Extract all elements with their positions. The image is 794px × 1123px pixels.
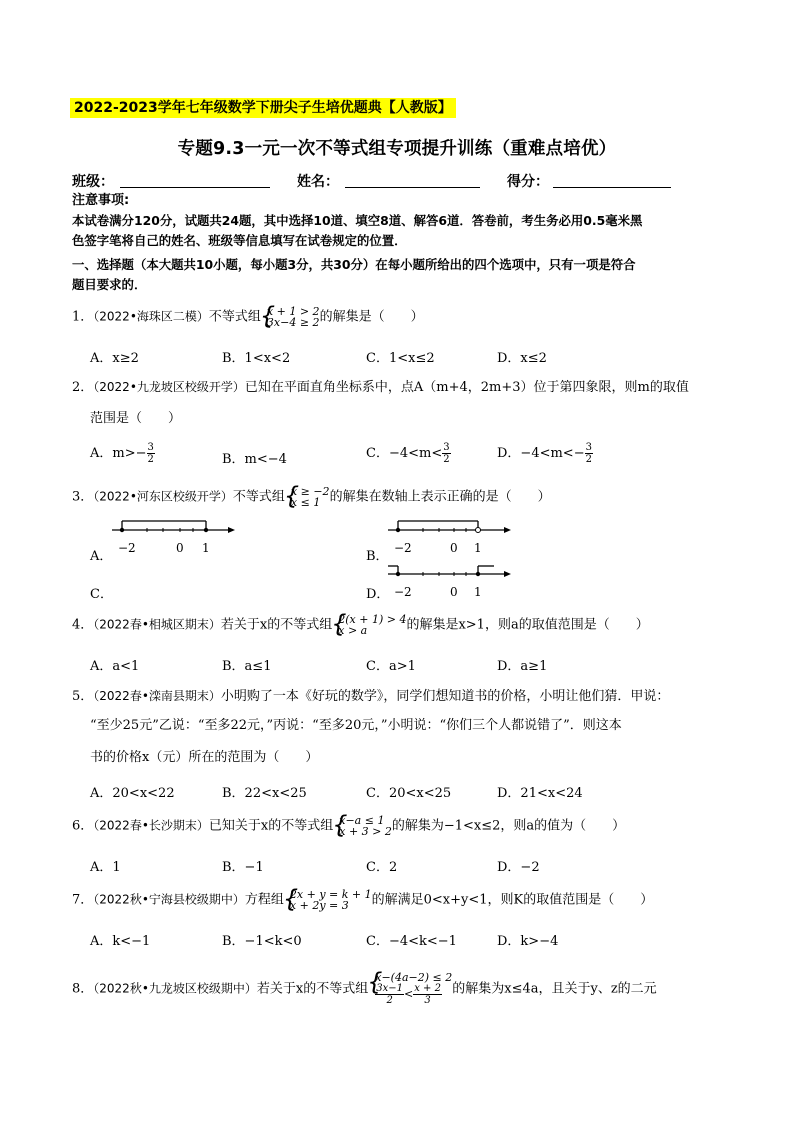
number-line-a [110,518,240,558]
tick-label: −2 [394,541,412,555]
q1-option-a[interactable]: A．x≥2 [90,351,139,366]
q4-option-c[interactable]: C．a>1 [366,659,416,674]
question-6: 6．（2022春•长沙期末）已知关于x的不等式组 { x−a ≤ 1 x + 3 > 2 的解集为−1<x≤2，则a的值为（ ） [72,815,625,837]
q6-option-c[interactable]: C．2 [366,860,398,875]
tick-label: 0 [450,585,458,599]
q3-option-b[interactable]: B． [366,549,389,564]
class-label: 班级： [72,174,114,190]
q6-option-d[interactable]: D．−2 [497,860,540,875]
q4-option-a[interactable]: A．a<1 [90,659,140,674]
question-7: 7．（2022秋•宁海县校级期中）方程组 { 2x + y = k + 1 x + 2y = 3 的解满足0<x+y<1，则K的取值范围是（ ） [72,889,653,911]
q4-option-b[interactable]: B．a≤1 [222,659,272,674]
section-heading-cont: 题目要求的． [72,277,147,292]
question-5: 5．（2022春•滦南县期末）小明购了一本《好玩的数学》，同学们想知道书的价格，小明让他们猜．甲说： [72,689,670,704]
q2-option-d[interactable]: D．−4<m<− $\frac{3}{2}$ [497,442,592,465]
name-field[interactable] [345,187,480,188]
name-label: 姓名： [297,174,339,190]
q6-option-b[interactable]: B．−1 [222,860,264,875]
question-4: 4．（2022春•相城区期末）若关于x的不等式组 { 2(x + 1) > 4 x > a 的解集是x>1，则a的取值范围是（ ） [72,614,649,636]
q3-option-d[interactable]: D． [366,587,390,602]
q2-option-b[interactable]: B．m<−4 [222,452,287,467]
q7-option-a[interactable]: A．k<−1 [90,934,151,949]
question-5-cont2: 书的价格x（元）所在的范围为（ ） [90,750,319,765]
tick-label: 0 [450,541,458,555]
question-5-cont: “至少25元”乙说：“至多22元，”丙说：“至多20元，”小明说：“你们三个人都说错了”．则这本 [90,718,622,733]
q1-option-c[interactable]: C．1<x≤2 [366,351,435,366]
q7-option-c[interactable]: C．−4<k<−1 [366,934,457,949]
score-field[interactable] [553,187,671,188]
number-line-d [386,562,516,602]
tick-label: −2 [394,585,412,599]
question-2-cont: 范围是（ ） [90,411,182,426]
notice-line-1: 本试卷满分120分，试题共24题，其中选择10道、填空8道、解答6道．答卷前，考生务必用0.5毫米黑 [72,213,643,228]
q7-option-b[interactable]: B．−1<k<0 [222,934,302,949]
notice-line-2: 色签字笔将自己的姓名、班级等信息填写在试卷规定的位置． [72,233,407,248]
score-label: 得分： [507,174,549,190]
equation-system: { 2x + y = k + 1 x + 2y = 3 [284,889,372,911]
q4-option-d[interactable]: D．a≥1 [497,659,548,674]
section-heading: 一、选择题（本大题共10小题，每小题3分，共30分）在每小题所给出的四个选项中，只有一项是符合 [72,257,636,272]
inequality-system: { x ≥ −2 x ≤ 1 [285,486,330,508]
tick-label: −2 [118,541,136,555]
number-line-b [386,518,516,558]
tick-label: 0 [176,541,184,555]
q5-option-c[interactable]: C．20<x<25 [366,786,452,801]
tick-label: 1 [474,541,482,555]
inequality-system: { 2(x + 1) > 4 x > a [332,614,406,636]
question-1: 1．（2022•海珠区二模）不等式组 { x + 1 > 2 3x−4 ≥ 2 的解集是（ ） [72,306,424,328]
q6-option-a[interactable]: A．1 [90,860,121,875]
inequality-system: { x + 1 > 2 3x−4 ≥ 2 [261,306,320,328]
inequality-system: { x−(4a−2) ≤ 2 $\frac{3x-1}{2}$ < $\frac{x + 2}{3}$ [368,972,452,1006]
question-3: 3．（2022•河东区校级开学）不等式组 { x ≥ −2 x ≤ 1 的解集在数轴上表示正确的是（ ） [72,486,551,508]
class-field[interactable] [120,187,270,188]
q1-option-d[interactable]: D．x≤2 [497,351,547,366]
q2-option-a[interactable]: A．m>− $\frac{3}{2}$ [90,442,154,465]
q3-option-c[interactable]: C． [90,587,113,602]
page-title: 专题9.3一元一次不等式组专项提升训练（重难点培优） [177,139,617,159]
notice-heading: 注意事项: [72,193,130,208]
q5-option-d[interactable]: D．21<x<24 [497,786,583,801]
tick-label: 1 [474,585,482,599]
q5-option-a[interactable]: A．20<x<22 [90,786,175,801]
q5-option-b[interactable]: B．22<x<25 [222,786,307,801]
q7-option-d[interactable]: D．k>−4 [497,934,559,949]
tick-label: 1 [202,541,210,555]
q2-option-c[interactable]: C．−4<m< $\frac{3}{2}$ [366,442,450,465]
series-banner: 2022-2023学年七年级数学下册尖子生培优题典【人教版】 [70,98,456,118]
inequality-system: { x−a ≤ 1 x + 3 > 2 [333,815,392,837]
q1-option-b[interactable]: B．1<x<2 [222,351,291,366]
question-2: 2．（2022•九龙坡区校级开学）已知在平面直角坐标系中，点A（m+4，2m+3）位于第四象限，则m的取值 [72,380,689,395]
question-8: 8．（2022秋•九龙坡区校级期中）若关于x的不等式组 { x−(4a−2) ≤ 2 $\frac{3x-1}{2}$ < $\frac{x + 2}{3}$ 的解集为x≤4a，且关于y、z的二元 [72,972,657,1006]
q3-option-a[interactable]: A． [90,549,113,564]
